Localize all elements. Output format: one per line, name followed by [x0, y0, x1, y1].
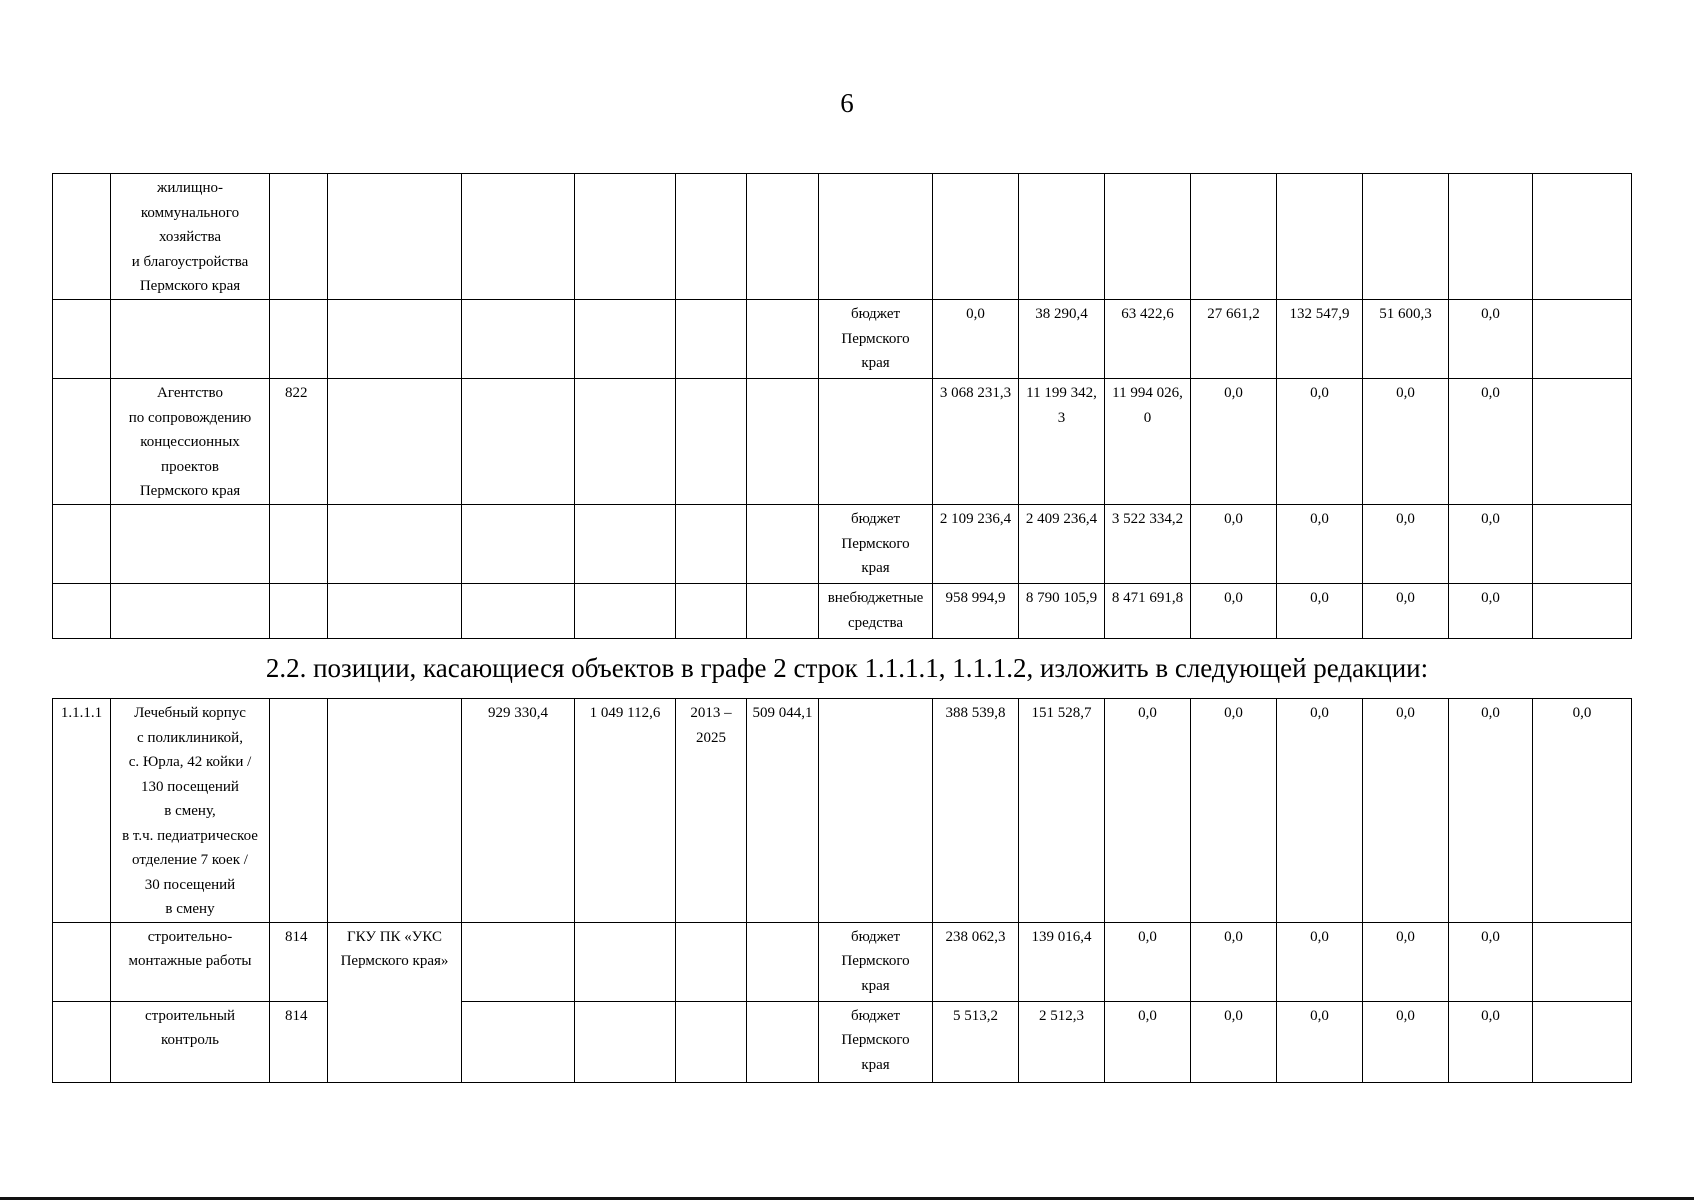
table-row: [53, 300, 1632, 379]
table-cell: 0,0: [1363, 505, 1449, 584]
table-cell: 139 016,4: [1019, 922, 1105, 1001]
table-cell: 0,0: [1363, 1001, 1449, 1082]
table-cell: 814: [270, 1001, 328, 1082]
budget-table-bottom: [52, 698, 1632, 1083]
table-cell: 0,0: [1449, 922, 1533, 1001]
table-cell: 509 044,1: [747, 699, 819, 923]
table-cell: 38 290,4: [1019, 300, 1105, 379]
table-cell: 11 994 026, 0: [1105, 379, 1191, 505]
budget-table-top: [52, 173, 1632, 639]
table-cell: 0,0: [1105, 1001, 1191, 1082]
table-cell: 0,0: [933, 300, 1019, 379]
table-cell: 0,0: [1277, 699, 1363, 923]
table-cell: 0,0: [1449, 379, 1533, 505]
work-type: строительно- монтажные работы: [111, 922, 270, 1001]
table-cell: 1 049 112,6: [575, 699, 676, 923]
table-cell: 8 790 105,9: [1019, 584, 1105, 639]
table-cell: 8 471 691,8: [1105, 584, 1191, 639]
table-cell: 0,0: [1449, 699, 1533, 923]
table-row: [53, 505, 1632, 584]
table-cell: 3 068 231,3: [933, 379, 1019, 505]
table-cell: 0,0: [1191, 1001, 1277, 1082]
table-cell: 151 528,7: [1019, 699, 1105, 923]
table-row: [53, 584, 1632, 639]
organization-name: жилищно- коммунального хозяйства и благоустройства Пермского края: [111, 174, 270, 300]
table-cell: 929 330,4: [462, 699, 575, 923]
funding-source: бюджет Пермского края: [819, 505, 933, 584]
table-cell: 0,0: [1449, 584, 1533, 639]
table-cell: 2 409 236,4: [1019, 505, 1105, 584]
table-cell: 0,0: [1363, 922, 1449, 1001]
customer-cell: ГКУ ПК «УКС Пермского края»: [328, 922, 462, 1082]
table-row: [53, 1001, 1632, 1082]
work-type: строительный контроль: [111, 1001, 270, 1082]
table-cell: 5 513,2: [933, 1001, 1019, 1082]
table-cell: 0,0: [1105, 699, 1191, 923]
table-cell: 0,0: [1191, 922, 1277, 1001]
table-cell: 388 539,8: [933, 699, 1019, 923]
period-cell: 2013 – 2025: [676, 699, 747, 923]
table-cell: 0,0: [1191, 584, 1277, 639]
table-cell: 0,0: [1191, 505, 1277, 584]
table-cell: 0,0: [1277, 379, 1363, 505]
funding-source: бюджет Пермского края: [819, 300, 933, 379]
table-cell: 0,0: [1449, 505, 1533, 584]
section-heading: 2.2. позиции, касающиеся объектов в графе 2 строк 1.1.1.1, 1.1.1.2, изложить в следующей редакции:: [265, 653, 1429, 683]
table-row: [53, 379, 1632, 505]
table-cell: 958 994,9: [933, 584, 1019, 639]
table-cell: 0,0: [1277, 505, 1363, 584]
table-cell: 11 199 342, 3: [1019, 379, 1105, 505]
table-cell: 27 661,2: [1191, 300, 1277, 379]
table-cell: 0,0: [1363, 584, 1449, 639]
table-cell: 822: [270, 379, 328, 505]
table-cell: 132 547,9: [1277, 300, 1363, 379]
table-cell: 51 600,3: [1363, 300, 1449, 379]
table-cell: 63 422,6: [1105, 300, 1191, 379]
table-row: [53, 699, 1632, 923]
table-cell: 0,0: [1191, 699, 1277, 923]
table-cell: 0,0: [1449, 1001, 1533, 1082]
table-cell: 238 062,3: [933, 922, 1019, 1001]
organization-name: Агентство по сопровождению концессионных проектов Пермского края: [111, 379, 270, 505]
funding-source: бюджет Пермского края: [819, 1001, 933, 1082]
table-cell: 0,0: [1533, 699, 1632, 923]
table-cell: 0,0: [1449, 300, 1533, 379]
row-number: 1.1.1.1: [53, 699, 111, 923]
table-cell: 2 109 236,4: [933, 505, 1019, 584]
table-cell: 3 522 334,2: [1105, 505, 1191, 584]
object-name: Лечебный корпус с поликлиникой, с. Юрла, 42 койки / 130 посещений в смену, в т.ч. педиатрическое отделение 7 коек / 30 посещений в смену: [111, 699, 270, 923]
table-cell: 2 512,3: [1019, 1001, 1105, 1082]
table-cell: 0,0: [1277, 1001, 1363, 1082]
table-row: [53, 174, 1632, 300]
page-number: 6: [840, 88, 854, 118]
table-cell: 0,0: [1105, 922, 1191, 1001]
table-cell: 0,0: [1363, 699, 1449, 923]
table-cell: 0,0: [1363, 379, 1449, 505]
table-cell: 0,0: [1277, 922, 1363, 1001]
funding-source: внебюджетные средства: [819, 584, 933, 639]
funding-source: бюджет Пермского края: [819, 922, 933, 1001]
table-cell: 0,0: [1191, 379, 1277, 505]
table-cell: 814: [270, 922, 328, 1001]
table-row: [53, 922, 1632, 1001]
table-cell: 0,0: [1277, 584, 1363, 639]
